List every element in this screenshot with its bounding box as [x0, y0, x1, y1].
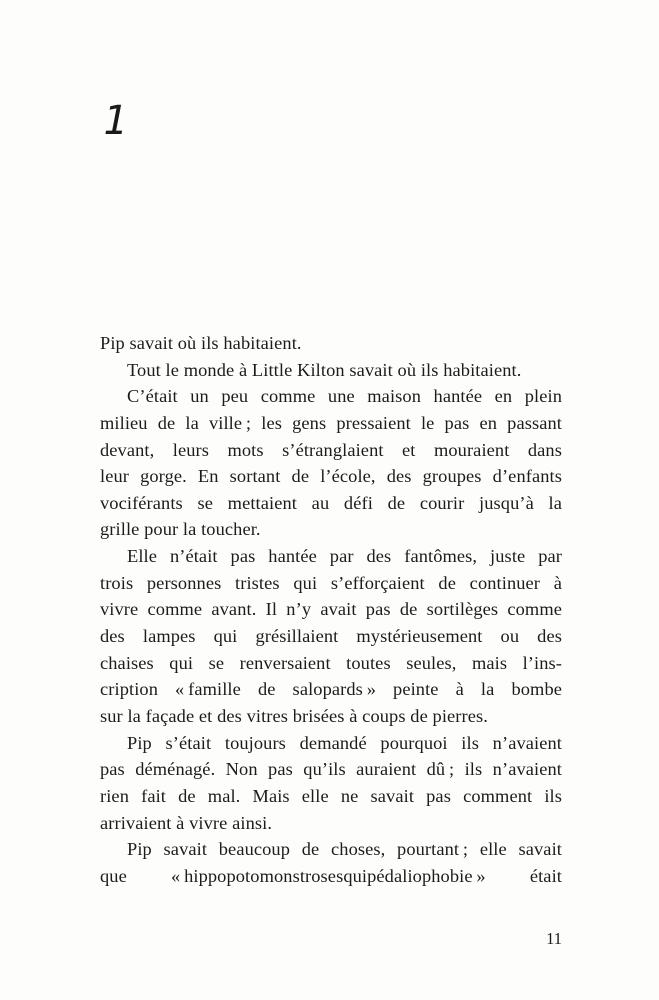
body-text	[100, 330, 562, 889]
chapter-number: 1	[103, 98, 128, 144]
text-line: vivre comme avant. Il n’y avait pas de sortilèges comme	[100, 599, 562, 620]
text-line: grille pour la toucher.	[100, 519, 261, 540]
text-line: Tout le monde à Little Kilton savait où ils habitaient.	[127, 359, 522, 380]
text-line: Pip s’était toujours demandé pourquoi ils n’avaient	[127, 732, 562, 753]
text-line: leur gorge. En sortant de l’école, des groupes d’enfants	[100, 466, 562, 487]
text-line: milieu de la ville ; les gens pressaient le pas en passant	[100, 412, 562, 433]
page-number: 11	[546, 929, 562, 948]
text-line: pas déménagé. Non pas qu’ils auraient dû ; ils n’avaient	[100, 759, 562, 780]
text-line: Pip savait beaucoup de choses, pourtant ; elle savait	[127, 839, 562, 860]
text-line: des lampes qui grésillaient mystérieusement ou des	[100, 626, 562, 647]
text-line: arrivaient à vivre ainsi.	[100, 812, 273, 833]
text-line: Pip savait où ils habitaient.	[100, 333, 302, 353]
text-line: rien fait de mal. Mais elle ne savait pas comment ils	[100, 785, 562, 806]
text-line: Elle n’était pas hantée par des fantômes, juste par	[127, 546, 562, 567]
text-line: devant, leurs mots s’étranglaient et mouraient dans	[100, 439, 562, 460]
text-line: C’était un peu comme une maison hantée en plein	[127, 386, 562, 407]
text-line: que « hippopotomonstrosesquipédaliophobie » était	[100, 865, 562, 886]
text-line: chaises qui se renversaient toutes seules, mais l’ins-	[100, 652, 562, 673]
text-line: trois personnes tristes qui s’efforçaient de continuer à	[100, 572, 562, 593]
text-line: sur la façade et des vitres brisées à coups de pierres.	[100, 705, 488, 726]
text-line: cription « famille de salopards » peinte à la bombe	[100, 679, 562, 700]
text-line: vociférants se mettaient au défi de courir jusqu’à la	[100, 492, 562, 513]
